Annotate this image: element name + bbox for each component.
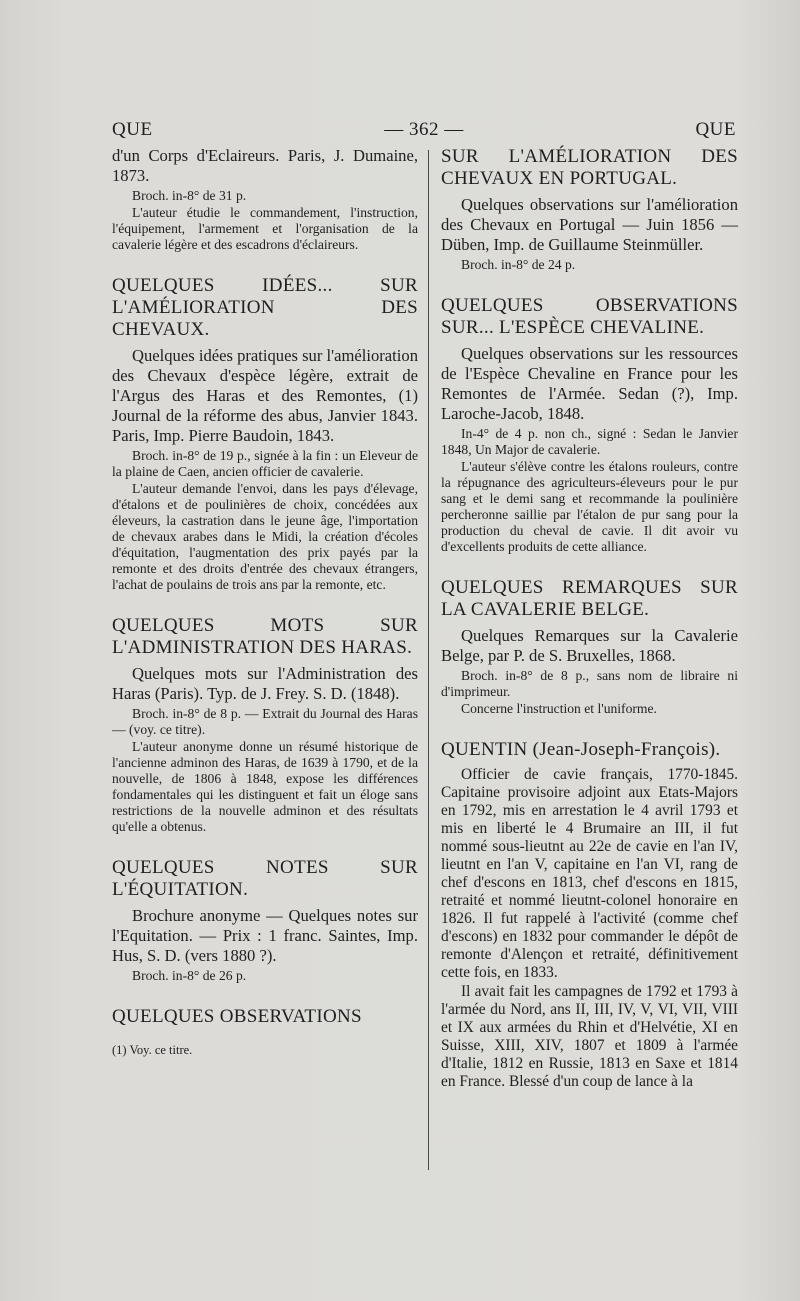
- section-heading: QUELQUES OBSERVATIONS SUR... L'ESPÈCE CHEVALINE.: [441, 295, 738, 338]
- section-heading: QUELQUES NOTES SUR L'ÉQUITATION.: [112, 857, 418, 900]
- entry-text: Quelques observations sur l'amélioration des Chevaux en Portugal — Juin 1856 — Düben, Imp. de Guillaume Steinmüller.: [441, 195, 738, 254]
- entry-note: Broch. in-8° de 19 p., signée à la fin : un Eleveur de la plaine de Caen, ancien officier de cavalerie.: [112, 448, 418, 479]
- entry-text: Quelques idées pratiques sur l'amélioration des Chevaux d'espèce légère, extrait de l'Argus des Haras et des Remontes, (1) Journal de la réforme des abus, Janvier 1843. Paris, Imp. Pierre Baudoin, 1843.: [112, 346, 418, 445]
- section-heading: QUELQUES MOTS SUR L'ADMINISTRATION DES HARAS.: [112, 615, 418, 658]
- entry-note: Broch. in-8° de 8 p., sans nom de libraire ni d'imprimeur.: [441, 668, 738, 699]
- entry-note: Broch. in-8° de 8 p. — Extrait du Journal des Haras — (voy. ce titre).: [112, 706, 418, 737]
- entry-note: In-4° de 4 p. non ch., signé : Sedan le Janvier 1848, Un Major de cavalerie.: [441, 426, 738, 457]
- entry-note: Officier de cavie français, 1770-1845. Capitaine provisoire adjoint aux Etats-Majors en 1792, mis en arrestation le 4 avril 1793 et mis en liberté le 4 Brumaire an III, il fut nommé sous-lieutnt au 22e de cavie en l'an IV, lieutnt en l'an V, capitaine en l'an VI, rang de chef d'escons en 1813, chef d'escons en 1815, retraité et nommé lieutnt-colonel honoraire en 1826. Il fut rappelé à l'activité (comme chef d'escons) en 1832 pour commander le dépôt de remonte d'Alençon et retraité, définitivement cette fois, en 1833.: [441, 766, 738, 981]
- header-left: QUE: [112, 119, 153, 140]
- entry-text: Quelques mots sur l'Administration des Haras (Paris). Typ. de J. Frey. S. D. (1848).: [112, 664, 418, 703]
- header-right: QUE: [695, 119, 736, 140]
- entry-note: Concerne l'instruction et l'uniforme.: [461, 701, 657, 716]
- right-column: [441, 146, 738, 1092]
- entry-note: Broch. in-8° de 26 p.: [132, 968, 247, 983]
- entry-text: Quelques observations sur les ressources de l'Espèce Chevaline en France pour les Remontes de l'Armée. Sedan (?), Imp. Laroche-Jacob, 1848.: [441, 344, 738, 423]
- entry-note: Broch. in-8° de 31 p.: [132, 188, 247, 203]
- footnote: (1) Voy. ce titre.: [112, 1043, 193, 1057]
- entry-note: L'auteur demande l'envoi, dans les pays d'élevage, d'étalons et de poulinières de choix, concédées aux éleveurs, la castration dans le jeune âge, l'importation de chevaux arabes dans le Midi, la création d'écoles d'équitation, l'augmentation des prix payés par la remonte et des droits d'entrée des chevaux étrangers, l'achat de poulains de trois ans par la remonte, etc.: [112, 481, 418, 592]
- section-heading: SUR L'AMÉLIORATION DES CHEVAUX EN PORTUGAL.: [441, 146, 738, 189]
- entry-note: L'auteur étudie le commandement, l'instruction, l'équipement, l'armement et l'organisation de la cavalerie légère et des escadrons d'éclaireurs.: [112, 205, 418, 252]
- running-header: [112, 119, 736, 149]
- section-heading: QUELQUES REMARQUES SUR LA CAVALERIE BELGE.: [441, 577, 738, 620]
- page-number: — 362 —: [384, 119, 464, 140]
- entry-note: L'auteur s'élève contre les étalons rouleurs, contre la répugnance des agriculteurs-éleveurs pour le pur sang et le demi sang et recommande la poulinière percheronne saillie par l'étalon de pur sang pour la production du cheval de cavie. Il dit avoir vu d'excellents produits de cette alliance.: [441, 459, 738, 554]
- column-divider: [428, 150, 429, 1170]
- entry-note: Broch. in-8° de 24 p.: [461, 257, 576, 272]
- left-column: [112, 146, 418, 1058]
- section-heading: QUENTIN (Jean-Joseph-François).: [441, 739, 721, 760]
- entry-note: L'auteur anonyme donne un résumé historique de l'ancienne adminon des Haras, de 1639 à 1790, et de la nouvelle, de 1806 à 1848, expose les différences fondamentales qui les distinguent et fait un éloge sans restrictions de la nouvelle adminon et des résultats qu'elle a obtenus.: [112, 739, 418, 834]
- section-heading: QUELQUES IDÉES... SUR L'AMÉLIORATION DES CHEVAUX.: [112, 275, 418, 340]
- entry-text: Brochure anonyme — Quelques notes sur l'Equitation. — Prix : 1 franc. Saintes, Imp. Hus, S. D. (vers 1880 ?).: [112, 906, 418, 965]
- entry-note: Il avait fait les campagnes de 1792 et 1793 à l'armée du Nord, ans II, III, IV, V, VI, VII, VIII et IX aux armées du Rhin et d'Helvétie, XI en Suisse, XIII, XIV, 1807 et 1809 à l'armée d'Italie, 1812 en Russie, 1813 en Saxe et 1814 en France. Blessé d'un coup de lance à la: [441, 983, 738, 1090]
- entry-text: Quelques Remarques sur la Cavalerie Belge, par P. de S. Bruxelles, 1868.: [441, 626, 738, 665]
- entry-text: d'un Corps d'Eclaireurs. Paris, J. Dumaine, 1873.: [112, 146, 418, 185]
- section-heading: QUELQUES OBSERVATIONS: [112, 1006, 362, 1027]
